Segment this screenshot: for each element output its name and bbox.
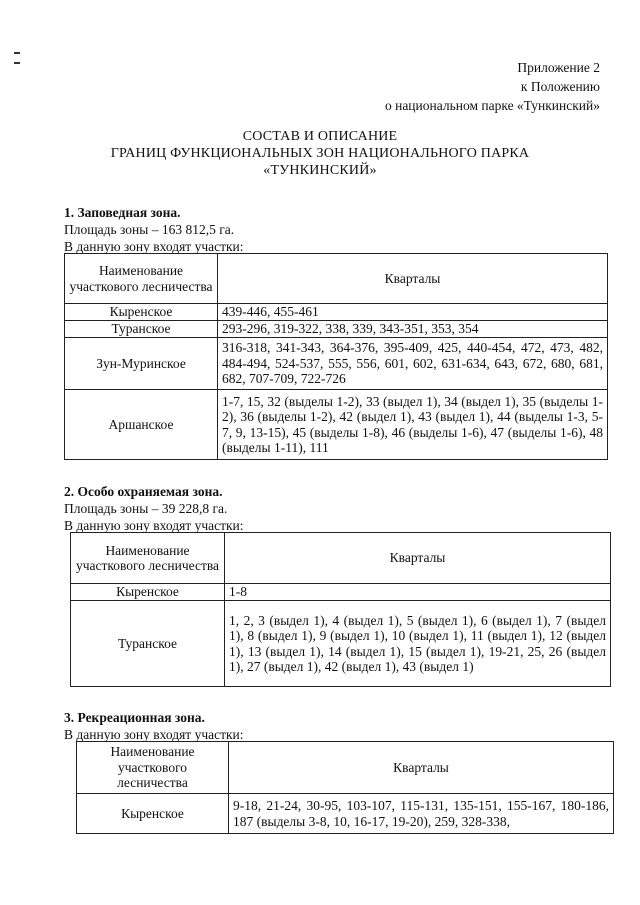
- table-header-row: [77, 742, 614, 794]
- forestry-name: Туранское: [65, 321, 218, 338]
- zone-2-intro: В данную зону входят участки:: [64, 518, 244, 533]
- zone-2-heading: 2. Особо охраняемая зона.: [64, 484, 223, 499]
- zone-1-heading: 1. Заповедная зона.: [64, 205, 181, 220]
- forestry-name: Кыренское: [71, 584, 225, 601]
- quarters-cell: 1-7, 15, 32 (выделы 1-2), 33 (выдел 1), 34 (выдел 1), 35 (выделы 1-2), 36 (выделы 1-2), 42 (выдел 1), 43 (выдел 1), 44 (выделы 1-3, 5-7, 9, 13-15), 45 (выделы 1-8), 46 (выделы 1-6), 47 (выделы 1-6), 48 (выделы 1-11), 111: [218, 390, 608, 460]
- title-line-2: ГРАНИЦ ФУНКЦИОНАЛЬНЫХ ЗОН НАЦИОНАЛЬНОГО ПАРКА: [110, 146, 530, 161]
- zone-1-table: [64, 253, 608, 460]
- appendix-line-1: Приложение 2: [517, 60, 600, 75]
- table-row: [77, 794, 614, 834]
- forestry-name: Кыренское: [65, 304, 218, 321]
- forestry-name: Туранское: [71, 601, 225, 687]
- table-header-row: [71, 533, 611, 584]
- quarters-cell: 1-8: [225, 584, 611, 601]
- forestry-name: Кыренское: [77, 794, 229, 834]
- table-row: [71, 601, 611, 687]
- punch-mark-bottom: [14, 62, 20, 64]
- quarters-cell: 293-296, 319-322, 338, 339, 343-351, 353, 354: [218, 321, 608, 338]
- table-header-row: [65, 254, 608, 304]
- table-row: [65, 304, 608, 321]
- zone-3-table: [76, 741, 614, 834]
- zone-1-area: Площадь зоны – 163 812,5 га.: [64, 222, 235, 237]
- header-name-cell: Наименование участкового лесничества: [77, 742, 229, 794]
- appendix-line-2: к Положению: [520, 79, 600, 94]
- document-title: [0, 128, 640, 179]
- table-row: [65, 390, 608, 460]
- header-quarters-cell: Кварталы: [225, 533, 611, 584]
- appendix-line-3: о национальном парке «Тункинский»: [384, 98, 600, 113]
- zone-3-intro: В данную зону входят участки:: [64, 727, 244, 742]
- header-quarters-cell: Кварталы: [218, 254, 608, 304]
- forestry-name: Зун-Муринское: [65, 338, 218, 390]
- punch-mark-top: [14, 52, 20, 54]
- appendix-block: [385, 58, 600, 115]
- header-quarters-cell: Кварталы: [229, 742, 614, 794]
- quarters-cell: 1, 2, 3 (выдел 1), 4 (выдел 1), 5 (выдел 1), 6 (выдел 1), 7 (выдел 1), 8 (выдел 1), 9 (выдел 1), 10 (выдел 1), 11 (выдел 1), 12 (выдел 1), 13 (выдел 1), 14 (выдел 1), 15 (выдел 1), 19-21, 25, 26 (выдел 1), 27 (выдел 1), 42 (выдел 1), 43 (выдел 1): [225, 601, 611, 687]
- quarters-cell: 316-318, 341-343, 364-376, 395-409, 425, 440-454, 472, 473, 482, 484-494, 524-537, 555, 556, 601, 602, 631-634, 643, 672, 680, 681, 682, 707-709, 722-726: [218, 338, 608, 390]
- forestry-name: Аршанское: [65, 390, 218, 460]
- zone-2-area: Площадь зоны – 39 228,8 га.: [64, 501, 228, 516]
- zone-2-table: [70, 532, 611, 687]
- quarters-cell: 9-18, 21-24, 30-95, 103-107, 115-131, 135-151, 155-167, 180-186, 187 (выделы 3-8, 10, 16-17, 19-20), 259, 328-338,: [229, 794, 614, 834]
- header-name-cell: Наименование участкового лесничества: [65, 254, 218, 304]
- table-row: [65, 321, 608, 338]
- title-line-1: СОСТАВ И ОПИСАНИЕ: [242, 129, 398, 144]
- header-name-cell: Наименование участкового лесничества: [71, 533, 225, 584]
- table-row: [65, 338, 608, 390]
- zone-1-intro: В данную зону входят участки:: [64, 239, 244, 254]
- quarters-cell: 439-446, 455-461: [218, 304, 608, 321]
- title-line-3: «ТУНКИНСКИЙ»: [263, 163, 377, 178]
- zone-3-heading: 3. Рекреационная зона.: [64, 710, 205, 725]
- table-row: [71, 584, 611, 601]
